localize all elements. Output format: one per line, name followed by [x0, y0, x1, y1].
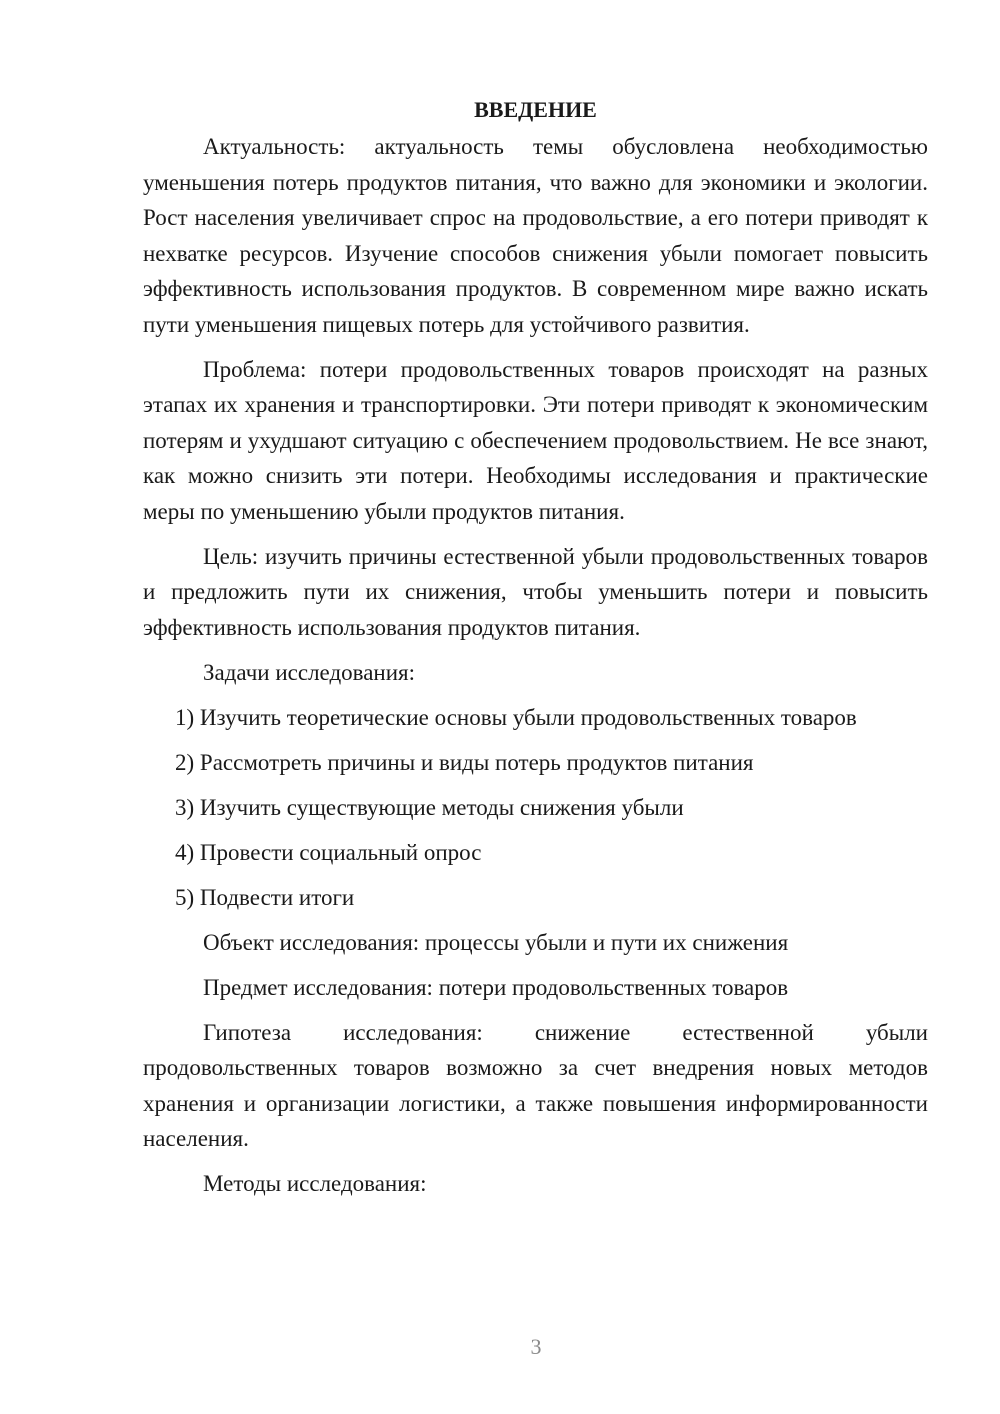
task-item: 1) Изучить теоретические основы убыли продовольственных товаров [175, 704, 857, 730]
task-item: 2) Рассмотреть причины и виды потерь продуктов питания [175, 749, 754, 775]
tasks-title: Задачи исследования: [203, 659, 416, 685]
methods-title: Методы исследования: [203, 1171, 427, 1196]
page-number: 3 [530, 1334, 542, 1359]
page-content [143, 92, 928, 1211]
section-heading: ВВЕДЕНИЕ [474, 97, 597, 122]
problem-paragraph: Проблема: потери продовольственных товаров происходят на разных этапах их хранения и транспортировки. Эти потери приводят к экономическим потерям и ухудшают ситуацию с обеспечением продовольствием. Не все знают, как можно снизить эти потери. Необходимы исследования и практические меры по уменьшению убыли продуктов питания. [143, 356, 928, 524]
research-subject: Предмет исследования: потери продовольственных товаров [203, 974, 789, 1000]
task-item: 5) Подвести итоги [175, 884, 355, 910]
task-item: 4) Провести социальный опрос [175, 839, 482, 865]
hypothesis-paragraph: Гипотеза исследования: снижение естественной убыли продовольственных товаров возможно за счет внедрения новых методов хранения и организации логистики, а также повышения информированности населения. [143, 1019, 928, 1151]
task-item: 3) Изучить существующие методы снижения убыли [175, 794, 684, 820]
relevance-paragraph: Актуальность: актуальность темы обусловлена необходимостью уменьшения потерь продуктов питания, что важно для экономики и экологии. Рост населения увеличивает спрос на продовольствие, а его потери приводят к нехватке ресурсов. Изучение способов снижения убыли помогает повысить эффективность использования продуктов. В современном мире важно искать пути уменьшения пищевых потерь для устойчивого развития. [143, 134, 928, 337]
research-object: Объект исследования: процессы убыли и пути их снижения [203, 929, 789, 955]
goal-paragraph: Цель: изучить причины естественной убыли продовольственных товаров и предложить пути их снижения, чтобы уменьшить потери и повысить эффективность использования продуктов питания. [143, 543, 928, 640]
